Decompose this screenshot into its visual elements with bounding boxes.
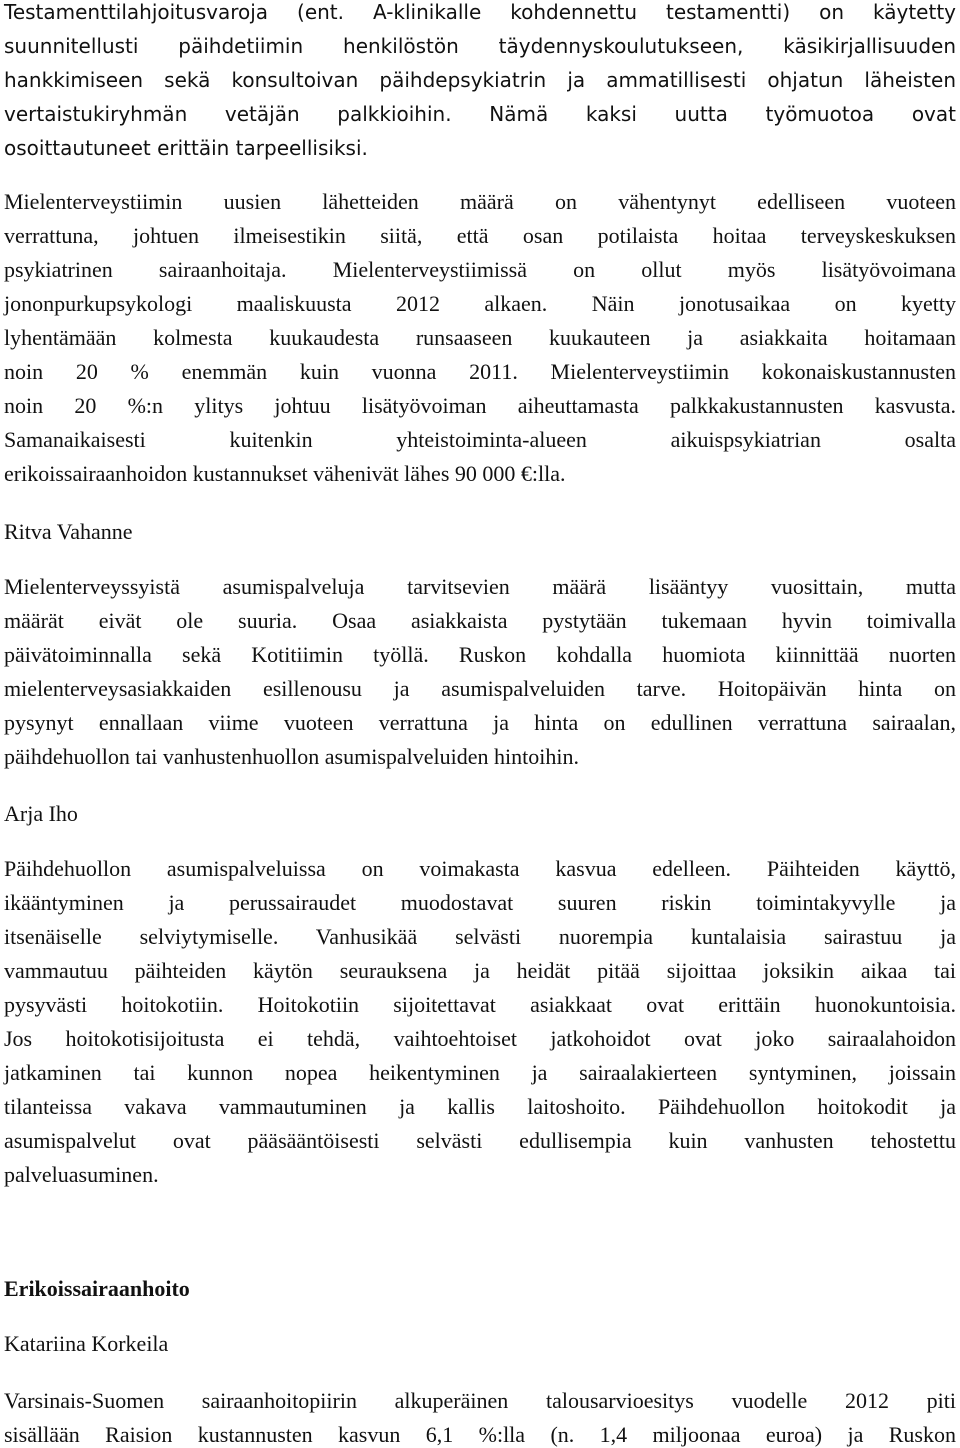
paragraph-line: päihdehuollon tai vanhustenhuollon asumispalveluiden hintoihin. [4, 744, 579, 769]
paragraph-line: ikääntyminen ja perussairaudet muodostavat suuren riskin toimintakyvylle ja [4, 890, 956, 915]
paragraph-line: päivätoiminnalla sekä Kotitiimin työllä. Ruskon kohdalla huomiota kiinnittää nuorten [4, 642, 956, 667]
paragraph-line: erikoissairaanhoidon kustannukset vähenivät lähes 90 000 €:lla. [4, 461, 566, 486]
paragraph-line: sisällään Raision kustannusten kasvun 6,1 %:lla (n. 1,4 miljoonaa euroa) ja Ruskon [4, 1422, 956, 1447]
section-heading: Erikoissairaanhoito [4, 1276, 190, 1301]
paragraph-line: hankkimiseen sekä konsultoivan päihdepsykiatrin ja ammatillisesti ohjatun läheisten [4, 68, 956, 92]
paragraph-line: osoittautuneet erittäin tarpeellisiksi. [4, 136, 368, 160]
paragraph-line: Jos hoitokotisijoitusta ei tehdä, vaihtoehtoiset jatkohoidot ovat joko sairaalahoidon [4, 1026, 956, 1051]
paragraph-line: asumispalvelut ovat pääsääntöisesti selvästi edullisempia kuin vanhusten tehostettu [4, 1128, 956, 1153]
paragraph-line: palveluasuminen. [4, 1162, 159, 1187]
author-name: Ritva Vahanne [4, 519, 133, 544]
paragraph-line: määrät eivät ole suuria. Osaa asiakkaista pystytään tukemaan hyvin toimivalla [4, 608, 956, 633]
paragraph-line: Päihdehuollon asumispalveluissa on voimakasta kasvua edelleen. Päihteiden käyttö, [4, 856, 956, 881]
paragraph-line: pysynyt ennallaan viime vuoteen verrattuna ja hinta on edullinen verrattuna sairaalan, [4, 710, 956, 735]
paragraph-line: Testamenttilahjoitusvaroja (ent. A-klinikalle kohdennettu testamentti) on käytetty [4, 0, 956, 24]
paragraph-line: Samanaikaisesti kuitenkin yhteistoiminta-alueen aikuispsykiatrian osalta [4, 427, 956, 452]
paragraph-line: jononpurkupsykologi maaliskuusta 2012 alkaen. Näin jonotusaikaa on kyetty [4, 291, 956, 316]
paragraph-line: mielenterveysasiakkaiden esillenousu ja asumispalveluiden tarve. Hoitopäivän hinta on [4, 676, 956, 701]
paragraph-line: tilanteissa vakava vammautuminen ja kallis laitoshoito. Päihdehuollon hoitokodit ja [4, 1094, 956, 1119]
paragraph-line: suunnitellusti päihdetiimin henkilöstön täydennyskoulutukseen, käsikirjallisuuden [4, 34, 956, 58]
paragraph-line: psykiatrinen sairaanhoitaja. Mielenterveystiimissä on ollut myös lisätyövoimana [4, 257, 956, 282]
paragraph-line: jatkaminen tai kunnon nopea heikentyminen ja sairaalakierteen syntyminen, joissain [4, 1060, 956, 1085]
paragraph-line: vammautuu päihteiden käytön seurauksena ja heidät pitää sijoittaa joksikin aikaa tai [4, 958, 956, 983]
paragraph-line: itsenäiselle selviytymiselle. Vanhusikää selvästi nuorempia kuntalaisia sairastuu ja [4, 924, 956, 949]
paragraph-line: pysyvästi hoitokotiin. Hoitokotiin sijoitettavat asiakkaat ovat erittäin huonokuntoisia. [4, 992, 956, 1017]
paragraph-line: vertaistukiryhmän vetäjän palkkioihin. Nämä kaksi uutta työmuotoa ovat [4, 102, 956, 126]
author-name: Arja Iho [4, 801, 78, 826]
paragraph-line: noin 20 %:n ylitys johtuu lisätyövoiman aiheuttamasta palkkakustannusten kasvusta. [4, 393, 956, 418]
author-name: Katariina Korkeila [4, 1331, 169, 1356]
paragraph-line: Varsinais-Suomen sairaanhoitopiirin alkuperäinen talousarvioesitys vuodelle 2012 piti [4, 1388, 956, 1413]
paragraph-line: verrattuna, johtuen ilmeisestikin siitä, että osan potilaista hoitaa terveyskeskuksen [4, 223, 956, 248]
paragraph-line: Mielenterveystiimin uusien lähetteiden määrä on vähentynyt edelliseen vuoteen [4, 189, 956, 214]
paragraph-line: noin 20 % enemmän kuin vuonna 2011. Mielenterveystiimin kokonaiskustannusten [4, 359, 956, 384]
paragraph-line: Mielenterveyssyistä asumispalveluja tarvitsevien määrä lisääntyy vuosittain, mutta [4, 574, 956, 599]
paragraph-line: lyhentämään kolmesta kuukaudesta runsaaseen kuukauteen ja asiakkaita hoitamaan [4, 325, 956, 350]
